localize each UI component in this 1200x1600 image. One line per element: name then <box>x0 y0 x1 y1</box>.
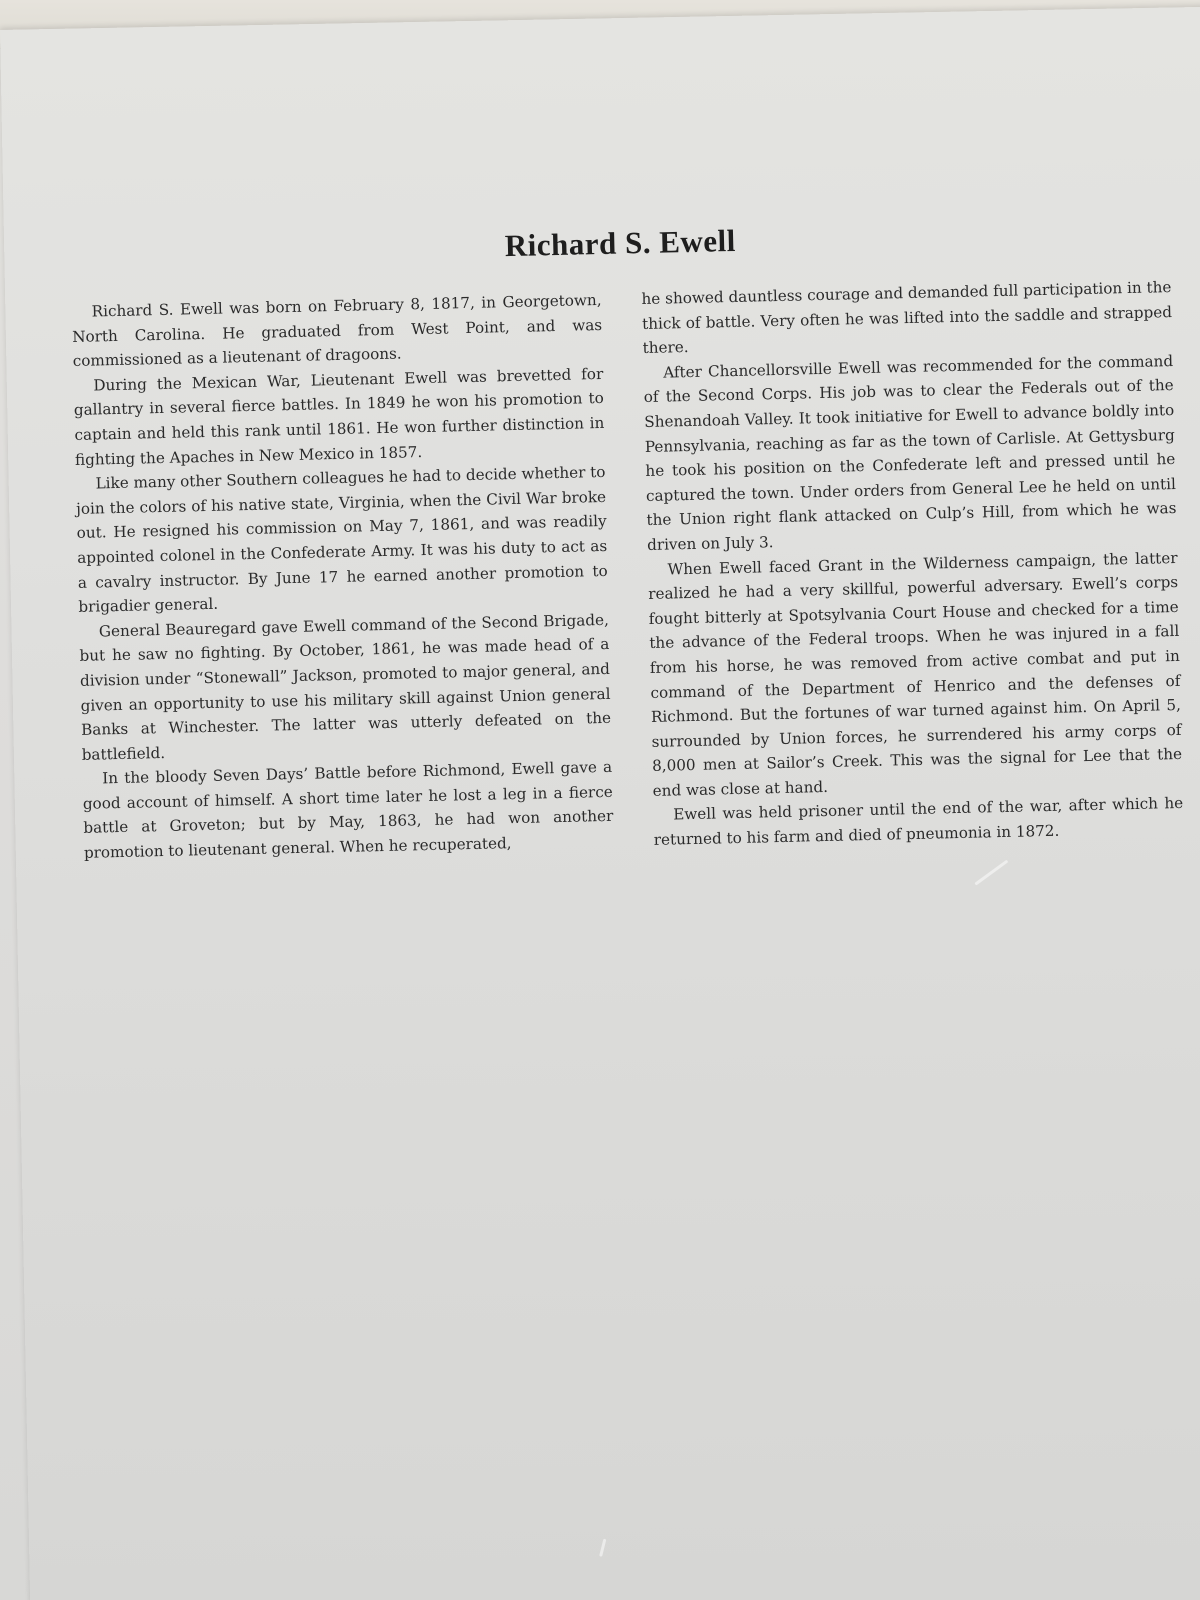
left-column <box>71 288 614 866</box>
right-column <box>641 275 1184 853</box>
text-columns <box>71 275 1184 865</box>
paragraph: During the Mexican War, Lieutenant Ewell was brevetted for gallantry in several fierce battles. In 1849 he won his promotion to captain and held this rank until 1861. He won further distinction in fighting the Apaches in New Mexico in 1857. <box>73 364 605 469</box>
paragraph: After Chancellorsville Ewell was recommended for the command of the Second Corps. His job was to clear the Federals out of the Shenandoah Valley. It took initiative for Ewell to advance boldly into Pennsylvania, reaching as far as the town of Carlisle. At Gettysburg he took his position on the Confederate left and pressed until he captured the town. Under orders from General Lee he held on until the Union right flank attacked on Culp’s Hill, from which he was driven on July 3. <box>643 351 1177 554</box>
paper-scuff <box>974 860 1008 886</box>
paragraph: Ewell was held prisoner until the end of the war, after which he returned to his farm and died of pneumonia in 1872. <box>653 794 1184 849</box>
paragraph: Like many other Southern colleagues he had to decide whether to join the colors of his native state, Virginia, when the Civil War broke out. He resigned his commission on May 7, 1861, and was readily appointed colonel in the Confederate Army. It was his duty to act as a cavalry instructor. By June 17 he earned another promotion to brigadier general. <box>75 463 608 617</box>
paragraph: When Ewell faced Grant in the Wilderness campaign, the latter realized he had a very skillful, powerful adversary. Ewell’s corps fought bitterly at Spotsylvania Court House and checked for a time the advance of the Federal troops. When he was injured in a fall from his horse, he was removed from active combat and put in command of the Department of Henrico and the defenses of Richmond. But the fortunes of war turned against him. On April 5, surrounded by Union forces, he surrendered his army corps of 8,000 men at Sailor’s Creek. This was the signal for Lee that the end was close at hand. <box>648 548 1183 800</box>
paragraph: he showed dauntless courage and demanded full participation in the thick of battle. Very often he was lifted into the saddle and strapped there. <box>641 278 1173 358</box>
paragraph: Richard S. Ewell was born on February 8, 1817, in Georgetown, North Carolina. He graduated from West Point, and was commissioned as a lieutenant of dragoons. <box>72 290 603 371</box>
article <box>70 213 1184 865</box>
page-title: Richard S. Ewell <box>504 222 737 264</box>
paragraph: In the bloody Seven Days’ Battle before Richmond, Ewell gave a good account of himself. A short time later he lost a leg in a fierce battle at Groveton; but by May, 1863, he had won another promotion to lieutenant general. When he recuperated, <box>82 758 614 862</box>
paper-scuff <box>599 1539 606 1557</box>
paragraph: General Beauregard gave Ewell command of the Second Brigade, but he saw no fighting. By October, 1861, he was made head of a division under “Stonewall” Jackson, promoted to major general, and given an opportunity to use his military skill against Union general Banks at Winchester. The latter was utterly defeated on the battlefield. <box>79 610 612 764</box>
